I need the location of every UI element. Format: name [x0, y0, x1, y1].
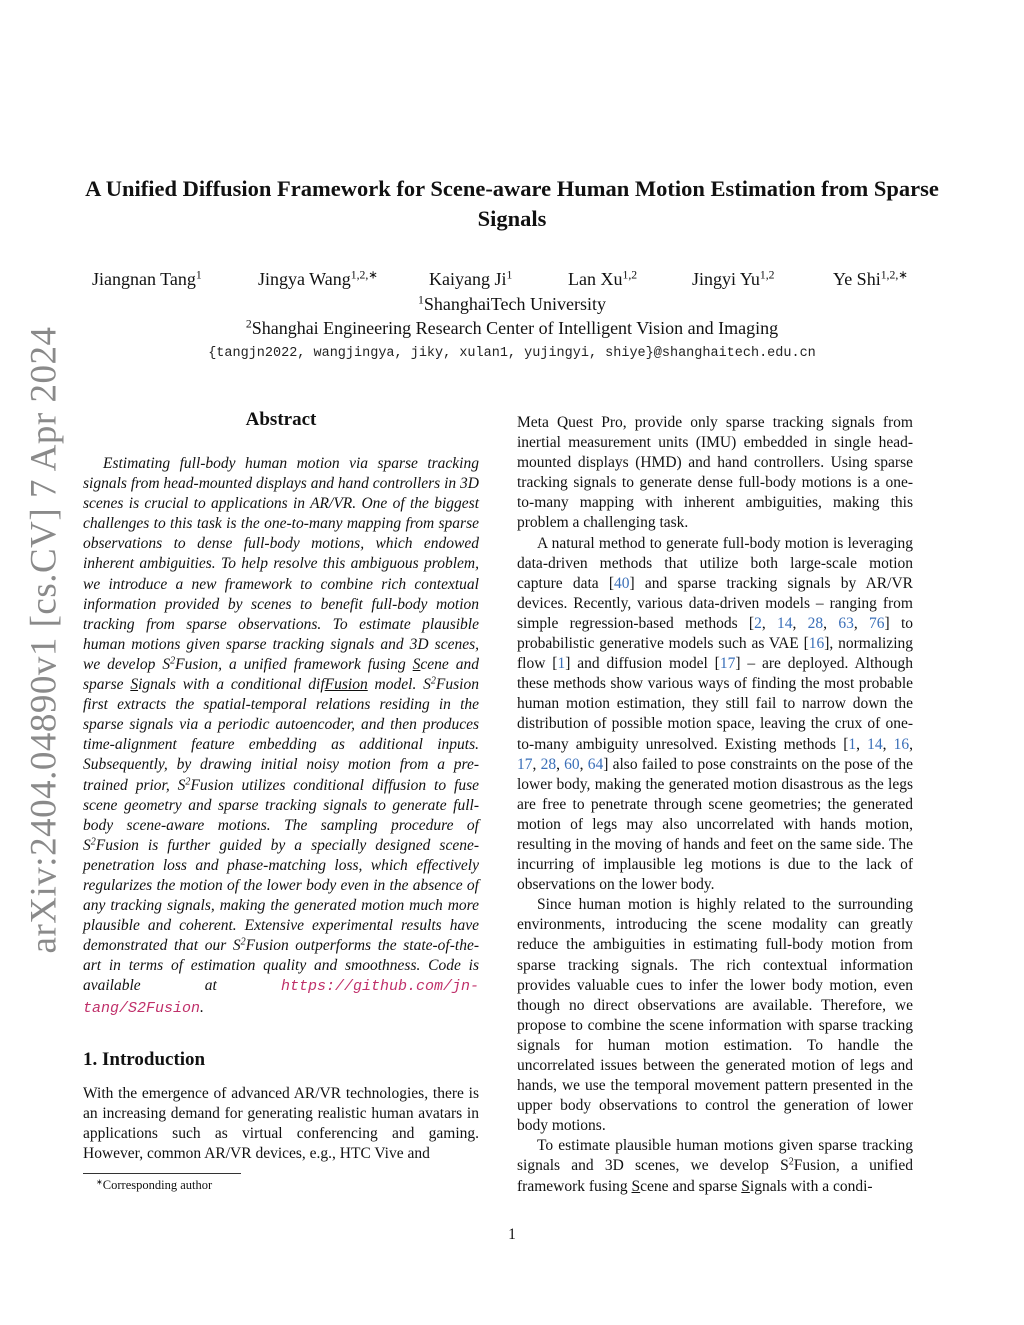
citation-link[interactable]: 76 [869, 614, 885, 632]
author: Ye Shi$^{1,2,∗}$ [833, 268, 909, 289]
author: Kaiyang Ji$^1$ [429, 268, 513, 289]
citation-link[interactable]: 28 [807, 614, 824, 632]
citation-link[interactable]: 16 [893, 735, 910, 753]
citation-link[interactable]: 1 [557, 655, 566, 673]
page-number: 1 [508, 1226, 516, 1243]
right-column [517, 413, 913, 1197]
citation-link[interactable]: 17 [719, 655, 736, 673]
footnote-rule [83, 1173, 241, 1174]
citation-link[interactable]: 64 [587, 755, 604, 773]
citation-link[interactable]: 40 [614, 574, 630, 592]
author: Jiangnan Tang$^1$ [92, 268, 202, 289]
abstract-heading: Abstract [245, 409, 317, 430]
citation-link[interactable]: 28 [540, 755, 557, 773]
paragraph: Meta Quest Pro, provide only sparse tracking signals from inertial measurement units (IMU) embedded in single head-mounted displays (HMD) and hand controllers. Using sparse tracking signals to generate dense full-body motions is a one-to-many mapping with inherent ambiguities, making this problem a challenging task. [517, 414, 913, 532]
code-link[interactable]: https://github.com/jn-tang/S2Fusion [83, 978, 479, 1017]
citation-link[interactable]: 17 [517, 755, 533, 773]
paper-title: A Unified Diffusion Framework for Scene-aware Human Motion Estimation from Sparse Signals [85, 176, 939, 231]
paragraph: Since human motion is highly related to the surrounding environments, introducing the scene modality can greatly reduce the ambiguities in estimating full-body motion from sparse tracking signals. The rich contextual information provides valuable cues to infer the lower body motion, even though no direct observations are available. Therefore, we propose to combine the scene information with sparse tracking signals for human motion estimation. To handle the uncorrelated issues between the generated motion of legs and hands, we use the temporal movement pattern presented in the upper body observations to control the generation of lower body motions. [517, 896, 913, 1135]
paragraph: To estimate plausible human motions given sparse tracking signals and 3D scenes, we develop $S^2Fusion$, a unified framework fusing Scene and sparse Signals with a condi- [517, 1137, 913, 1195]
arxiv-identifier: arXiv:2404.04890v1 [cs.CV] 7 Apr 2024 [23, 326, 65, 954]
author: Jingya Wang$^{1,2,∗}$ [258, 268, 379, 289]
author-list [80, 269, 950, 295]
citation-link[interactable]: 60 [564, 755, 580, 773]
paragraph: A natural method to generate full-body motion is leveraging data-driven methods that utilize both large-scale motion capture data [40] and sparse tracking signals by AR/VR devices. Recently, various data-driven models – ranging from simple regression-based methods [2, 14, 28, 63, 76] to probabilistic generative models such as VAE [16], normalizing flow [1] and diffusion model [17] – are deployed. Although these methods show various ways of finding the most probable human motion estimation, they still fail to narrow down the distribution of possible motion space, leaving the crux of one-to-many ambiguity unresolved. Existing methods [1, 14, 16, 17, 28, 60, 64] also failed to pose constraints on the pose of the lower body, making the generated motion disastrous as the legs are free to penetrate through scene geometries; the generated motion of legs may also uncorrelated with hands motion, resulting in the moving of hands and feet on the same side. The incurring of implausible leg motions is due to the lack of observations on the lower body. [517, 534, 914, 894]
abstract-body: Estimating full-body human motion via sparse tracking signals from head-mounted displays and hand controllers in 3D scenes is crucial to applications in AR/VR. One of the biggest challenges to this task is the one-to-many mapping from sparse observations to dense full-body motions, which endowed inherent ambiguities. To help resolve this ambiguous problem, we introduce a new framework to combine rich contextual information provided by scenes to benefit full-body motion tracking from sparse observations. To estimate plausible human motions given sparse tracking signals and 3D scenes, we develop $S^2Fusion$, a unified framework fusing Scene and sparse Signals with a conditional difFusion model. $S^2Fusion$ first extracts the spatial-temporal relations residing in the sparse signals via a periodic autoencoder, and then produces time-alignment feature embedding as additional inputs. Subsequently, by drawing initial noisy motion from a pre-trained prior, $S^2Fusion$ utilizes conditional diffusion to fuse scene geometry and sparse tracking signals to generate full-body scene-aware motions. The sampling procedure of $S^2Fusion$ is further guided by a specially designed scene-penetration loss and phase-matching loss, which effectively regularizes the motion of the lower body even in the absence of any tracking signals, making the generated motion much more plausible and coherent. Extensive experimental results have demonstrated that our $S^2Fusion$ outperforms the state-of-the-art in terms of estimation quality and smoothness. Code is available at https://github.com/jn-tang/S2Fusion. [83, 455, 479, 1017]
author: Lan Xu$^{1,2}$ [568, 268, 638, 289]
citation-link[interactable]: 2 [754, 614, 762, 632]
author: Jingyi Yu$^{1,2}$ [692, 268, 775, 289]
section-heading: 1. Introduction [83, 1049, 206, 1070]
citation-link[interactable]: 16 [808, 635, 825, 653]
affiliation: $^2$Shanghai Engineering Research Center of Intelligent Vision and Imaging [245, 317, 779, 338]
citation-link[interactable]: 14 [776, 614, 793, 632]
citation-link[interactable]: 63 [838, 614, 854, 632]
author-emails: {tangjn2022, wangjingya, jiky, xulan1, yujingyi, shiye}@shanghaitech.edu.cn [208, 346, 816, 361]
intro-body [83, 1084, 479, 1164]
paragraph: With the emergence of advanced AR/VR technologies, there is an increasing demand for generating realistic human avatars in applications such as virtual conferencing and gaming. However, common AR/VR devices, e.g., HTC Vive and [83, 1085, 479, 1163]
citation-link[interactable]: 14 [867, 735, 883, 753]
citation-link[interactable]: 1 [848, 735, 857, 753]
affiliation: $^1$ShanghaiTech University [417, 293, 607, 314]
footnote: ∗Corresponding author [96, 1177, 213, 1192]
